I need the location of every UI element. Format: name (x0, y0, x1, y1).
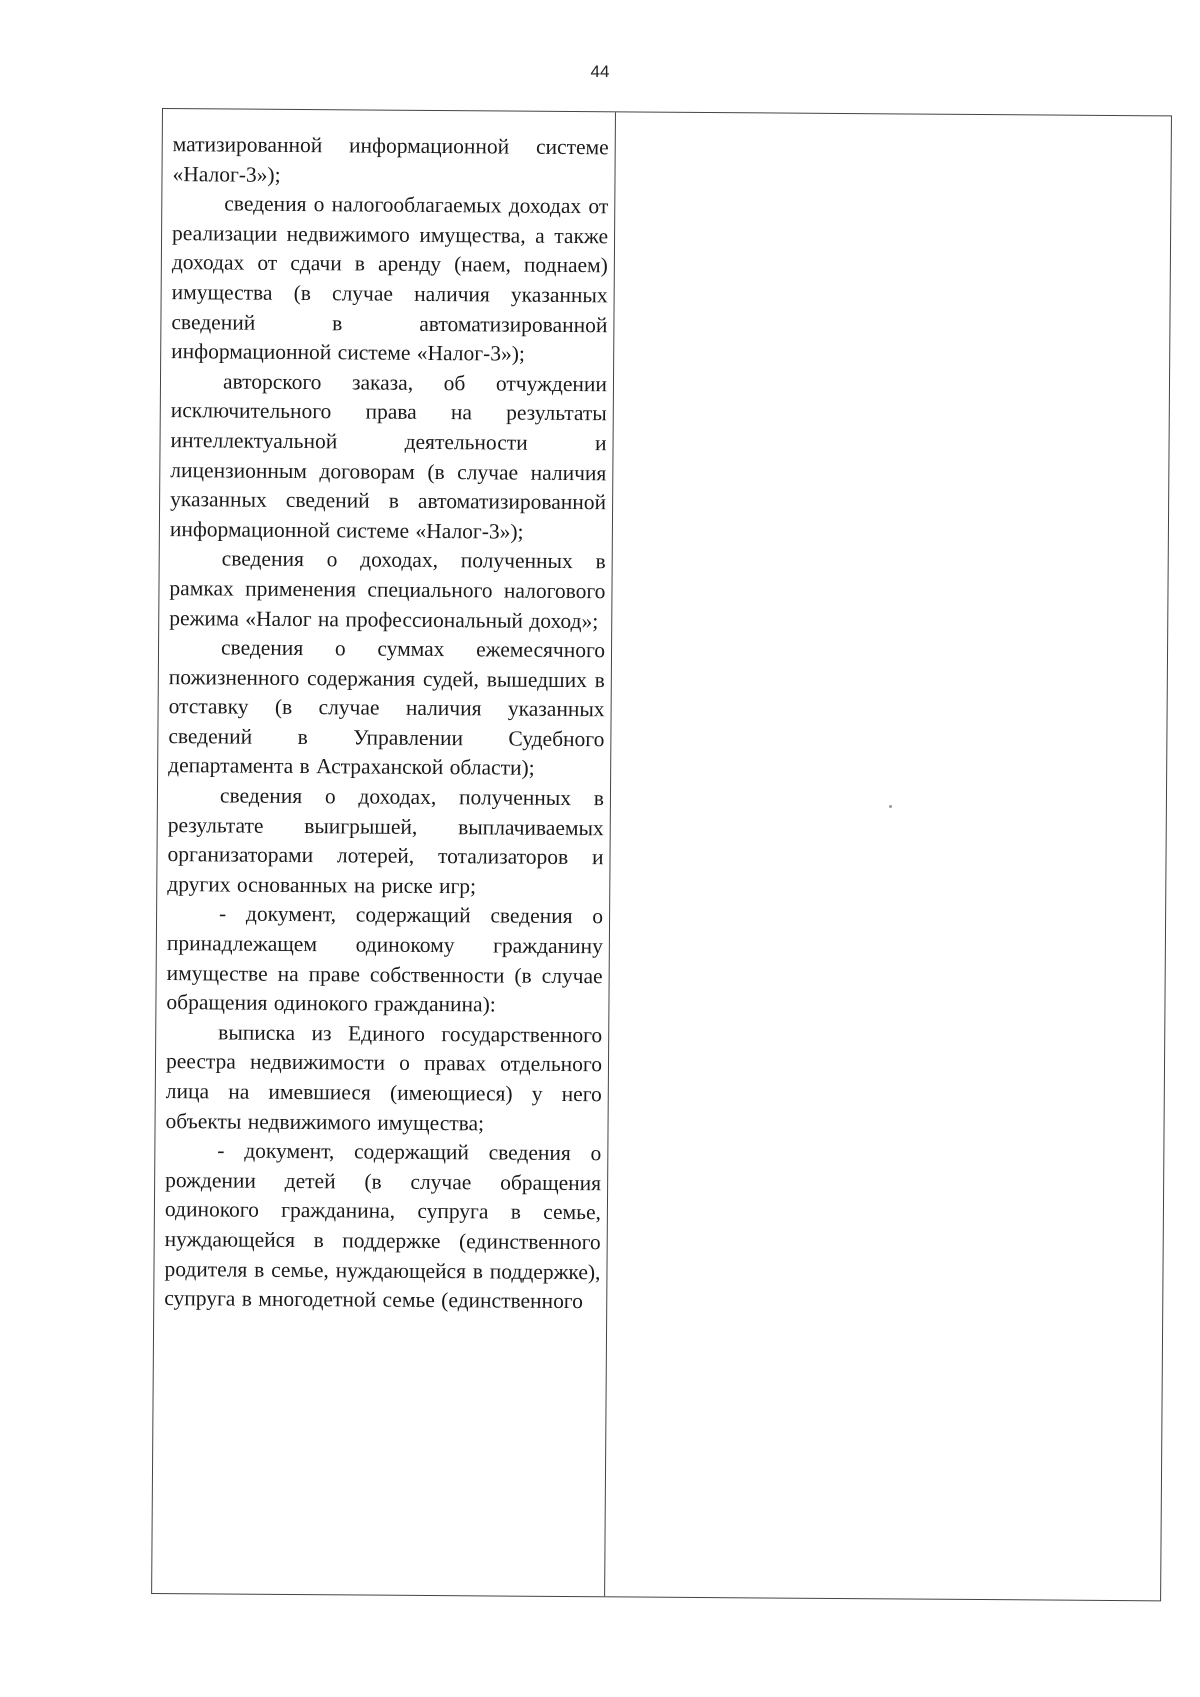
paragraph-professional-income: сведения о доходах, полученных в рамках применения специального налогового режима «Налог на профессиональный доход»; (169, 546, 606, 633)
page-number: 44 (590, 62, 610, 81)
document-table (151, 108, 1172, 1601)
table-left-column (152, 109, 616, 1596)
paragraph-author-order: авторского заказа, об отчуждении исключительного права на результаты интеллектуальной деятельности и лицензионным договорам (в случае наличия указанных сведений в автоматизированной информационной системе «Налог-3»); (169, 369, 608, 544)
scan-speck (889, 805, 892, 808)
paragraph-judges-allowance: сведения о суммах ежемесячного пожизненного содержания судей, вышедших в отставку (в случае наличия указанных сведений в Управлении Судебного департамента в Астраханской области); (168, 635, 606, 781)
paragraph-property-document: - документ, содержащий сведения о принадлежащем одинокому гражданину имуществе на праве собственности (в случае обращения одинокого гражданина): (166, 901, 604, 1017)
table-right-column (605, 112, 1171, 1600)
paragraph-lottery-winnings: сведения о доходах, полученных в результате выигрышей, выплачиваемых организаторами лотерей, тотализаторов и других основанных на риске игр; (167, 783, 605, 899)
paragraph-registry-extract: выписка из Единого государственного реестра недвижимости о правах отдельного лица на имевшиеся (имеющиеся) у него объекты недвижимого имущества; (165, 1020, 603, 1135)
paragraph-birth-document: - документ, содержащий сведения о рождении детей (в случае обращения одинокого гражданина, супруга в семье, нуждающейся в поддержке (единственного родителя в семье, нуждающейся в поддержке), супруга в многодетной семье (единственного (164, 1138, 602, 1314)
paragraph-continuation: матизированной информационной системе «Налог-3»); (172, 132, 609, 187)
paragraph-real-estate-income: сведения о налогооблагаемых доходах от реализации недвижимого имущества, а также доходах от сдачи в аренду (наем, поднаем) имущества (в случае наличия указанных сведений в автоматизированной информационной системе «Налог-3»); (171, 191, 609, 366)
